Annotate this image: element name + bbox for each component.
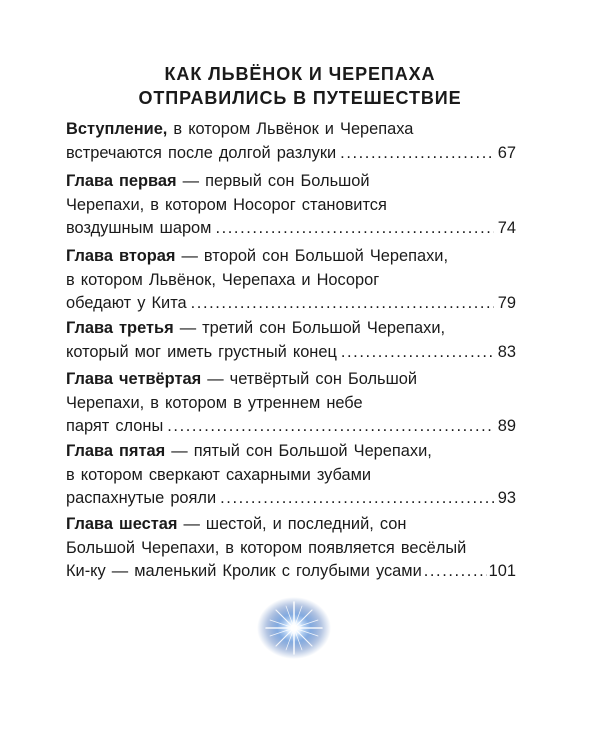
toc-entry-text: в котором сверкают сахарными зубами	[66, 465, 372, 484]
toc-entry-line	[66, 142, 516, 166]
toc-entry-text: воздушным шаром	[66, 219, 212, 238]
toc-entry-line	[66, 118, 516, 142]
title-line-2: ОТПРАВИЛИСЬ В ПУТЕШЕСТВИЕ	[138, 88, 462, 108]
toc-entry-line	[66, 487, 516, 511]
toc-page-number: 101	[488, 562, 516, 581]
toc-entry-line	[66, 194, 516, 218]
toc-page-number: 89	[497, 417, 516, 436]
toc-entry-text: — четвёртый сон Большой	[201, 370, 418, 388]
toc-page-number: 83	[497, 342, 516, 361]
toc-entry-line	[66, 170, 516, 194]
toc-page-number: 67	[497, 143, 516, 162]
toc-entry-text: Большой Черепахи, в котором появляется весёлый	[66, 538, 467, 557]
toc-entry-heading: Глава четвёртая	[66, 370, 202, 388]
toc-entry-line	[66, 269, 516, 293]
dot-leader	[167, 415, 494, 439]
toc-entry-text: — третий сон Большой Черепахи,	[173, 319, 446, 337]
toc-entry-heading: Глава пятая	[66, 442, 166, 460]
toc-entry-text: — пятый сон Большой Черепахи,	[165, 442, 432, 460]
toc-entry-chapter-4[interactable]	[66, 368, 516, 439]
toc-entry-text: Черепахи, в котором в утреннем небе	[66, 393, 363, 412]
toc-entry-text: — шестой, и последний, сон	[177, 515, 407, 533]
toc-entry-text: — первый сон Большой	[176, 172, 370, 190]
toc-entry-text: Ки-ку — маленький Кролик с голубыми усами	[66, 562, 422, 581]
toc-entry-line	[66, 513, 516, 537]
toc-entry-heading: Глава третья	[66, 319, 174, 337]
toc-entry-chapter-1[interactable]	[66, 170, 516, 241]
toc-page-number: 74	[497, 219, 516, 238]
toc-entry-line	[66, 415, 516, 439]
toc-entry-heading: Глава вторая	[66, 247, 176, 265]
toc-entry-chapter-6[interactable]	[66, 513, 516, 584]
toc-entry-line	[66, 245, 516, 269]
toc-entry-line	[66, 368, 516, 392]
toc-entry-chapter-2[interactable]	[66, 245, 516, 316]
dot-leader	[341, 341, 494, 365]
page-title	[0, 62, 600, 110]
toc-entry-text: в котором Львёнок и Черепаха	[167, 120, 414, 138]
toc-entry-text: — второй сон Большой Черепахи,	[175, 247, 449, 265]
toc-page-number: 93	[497, 489, 516, 508]
toc-entry-heading: Вступление,	[66, 120, 168, 138]
toc-entry-introduction[interactable]	[66, 118, 516, 165]
toc-entry-line	[66, 537, 516, 561]
toc-entry-heading: Глава шестая	[66, 515, 178, 533]
toc-entry-line	[66, 317, 516, 341]
toc-entry-line	[66, 341, 516, 365]
dot-leader	[220, 487, 494, 511]
toc-entry-line	[66, 440, 516, 464]
toc-entry-text: встречаются после долгой разлуки	[66, 143, 337, 162]
toc-entry-text: который мог иметь грустный конец	[66, 342, 337, 361]
toc-entry-chapter-3[interactable]	[66, 317, 516, 364]
toc-entry-line	[66, 217, 516, 241]
dot-leader	[340, 142, 494, 166]
sparkle-ornament	[256, 596, 332, 660]
toc-entry-line	[66, 392, 516, 416]
toc-entry-text: распахнутые рояли	[66, 489, 217, 508]
toc-entry-line	[66, 292, 516, 316]
toc-entry-line	[66, 464, 516, 488]
title-line-1: КАК ЛЬВЁНОК И ЧЕРЕПАХА	[164, 64, 436, 84]
dot-leader	[191, 292, 494, 316]
sparkle-star-icon	[256, 596, 332, 660]
toc-entry-text: обедают у Кита	[66, 294, 187, 313]
dot-leader	[215, 217, 493, 241]
toc-entry-text: в котором Львёнок, Черепаха и Носорог	[66, 270, 380, 289]
toc-entry-chapter-5[interactable]	[66, 440, 516, 511]
toc-entry-heading: Глава первая	[66, 172, 177, 190]
toc-entry-line	[66, 560, 516, 584]
toc-entry-text: парят слоны	[66, 417, 164, 436]
toc-entry-text: Черепахи, в котором Носорог становится	[66, 195, 387, 214]
toc-page-number: 79	[497, 294, 516, 313]
dot-leader	[424, 560, 487, 584]
